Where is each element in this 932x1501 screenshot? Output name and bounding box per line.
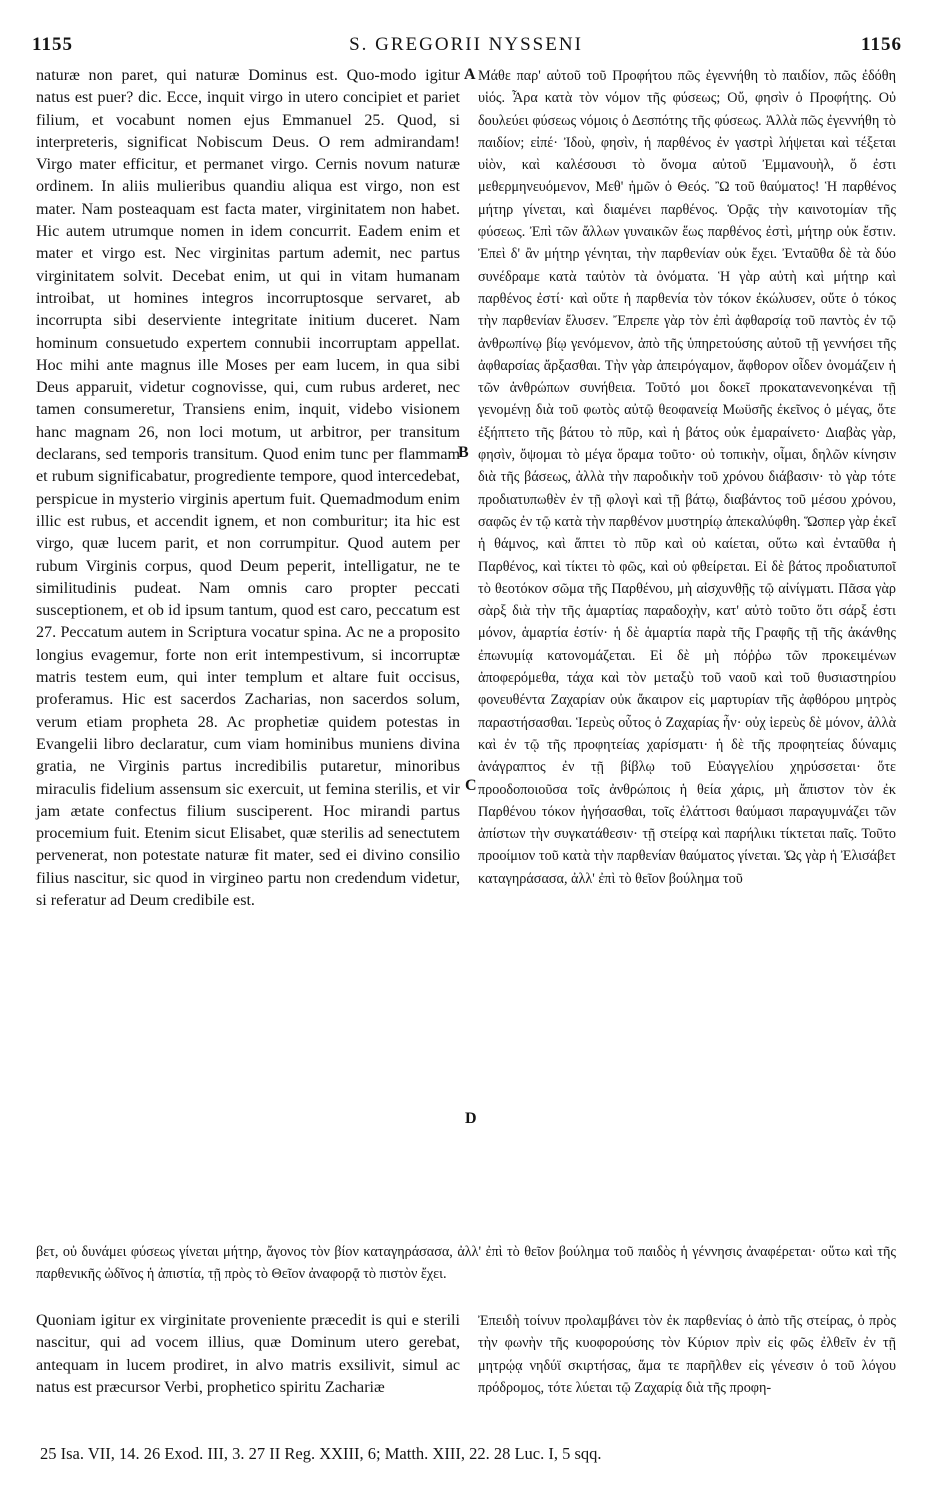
- running-title: S. GREGORII NYSSENI: [349, 34, 583, 55]
- greek-continuation-text: βετ, οὐ δυνάμει φύσεως γίνεται μήτηρ, ἄγονος τὸν βίον καταγηράσασα, ἀλλ' ἐπὶ τὸ θεῖον βούλημα τοῦ παιδὸς ἡ γέννησις ἀναφέρεται· οὕτω καὶ τῆς παρθενικῆς ὠδῖνος ἡ ἀπιστία, τῇ πρὸς τὸ Θεῖον ἀναφορᾷ τὸ πιστὸν ἔχει.: [36, 1244, 896, 1283]
- margin-marker-c: C: [465, 777, 477, 794]
- greek-second-paragraph: Ἐπειδὴ τοίνυν προλαμβάνει τὸν ἐκ παρθενίας ὁ ἀπὸ τῆς στείρας, ὁ πρὸς τὴν φωνὴν τῆς κυοφορούσης τὸν Κύριον πρὶν εἰς φῶς ἐλθεῖν ἐν τῇ μητρῴᾳ νηδύϊ σκιρτήσας, ἅμα τε παρῆλθεν εἰς γένεσιν ὁ τοῦ λόγου πρόδρομος, τότε λύεται τῷ Ζαχαρίᾳ διὰ τῆς προφη-: [478, 1313, 896, 1396]
- greek-column-text: Μάθε παρ' αὐτοῦ τοῦ Προφήτου πῶς ἐγεννήθη τὸ παιδίον, πῶς ἐδόθη υἱός. Ἆρα κατὰ τὸν νόμον τῆς φύσεως; Οὔ, φησὶν ὁ Προφήτης. Οὐ δουλεύει φύσεως νόμοις ὁ Δεσπότης τῆς φύσεως. Ἀλλὰ πῶς ἐγεννήθη τὸ παιδίον; εἰπέ· Ἰδοὺ, φησὶν, ἡ παρθένος ἐν γαστρὶ λήψεται καὶ τέξεται υἱὸν, καὶ καλέσουσι τὸ ὄνομα αὐτοῦ Ἐμμανουὴλ, ὅ ἐστι μεθερμηνευόμενον, Μεθ' ἡμῶν ὁ Θεός. Ὢ τοῦ θαύματος! Ἡ παρθένος μήτηρ γίνεται, καὶ διαμένει παρθένος. Ὁρᾷς τὴν καινοτομίαν τῆς φύσεως. Ἐπὶ τῶν ἄλλων γυναικῶν ἕως παρθένος ἐστὶ, μήτηρ οὐκ ἔστιν. Ἐπεὶ δ' ἂν μήτηρ γένηται, τὴν παρθενίαν οὐκ ἔχει. Ἐνταῦθα δὲ τὰ δύο συνέδραμε κατὰ ταὐτὸν τὰ ὀνόματα. Ἡ γὰρ αὐτὴ καὶ μήτηρ καὶ παρθένος ἐστί· καὶ οὔτε ἡ παρθενία τὸν τόκον ἐκώλυσεν, οὔτε ὁ τόκος τὴν παρθενίαν ἔλυσεν. Ἔπρεπε γὰρ τὸν ἐπὶ ἀφθαρσίᾳ τοῦ παντὸς ἐν τῷ ἀνθρωπίνῳ βίῳ γενόμενον, ἀπὸ τῆς ὑπηρετούσης αὐτοῦ τῇ γεννήσει τῆς ἀφθαρσίας ἄρξασθαι. Τὴν γὰρ ἀπειρόγαμον, ἄφθορον οἶδεν ὀνομάζειν ἡ τῶν ἀνθρώπων συνήθεια. Τοῦτό μοι δοκεῖ προκατανενοηκέναι τῇ γενομένῃ διὰ τοῦ φωτὸς αὐτῷ θεοφανείᾳ Μωϋσῆς ἐκεῖνος ὁ μέγας, ὅτε ἐξήπτετο τῆς βάτου τὸ πῦρ, καὶ ἡ βάτος οὐκ ἐμαραίνετο· Διαβὰς γὰρ, φησὶν, ὄψομαι τὸ μέγα ὅραμα τοῦτο· οὐ τοπικὴν, οἶμαι, δηλῶν κίνησιν διὰ τῆς βάσεως, ἀλλὰ τὴν παροδικὴν τοῦ χρόνου διάβασιν· τὸ γὰρ τότε προδιατυπωθὲν ἐν τῇ φλογὶ καὶ τῇ βάτῳ, διαβάντος τοῦ μέσου χρόνου, σαφῶς ἐν τῷ κατὰ τὴν παρθένον μυστηρίῳ ἀπεκαλύφθη. Ὥσπερ γὰρ ἐκεῖ ἡ θάμνος, καὶ ἅπτει τὸ πῦρ καὶ οὐ καίεται, οὕτω καὶ ἐνταῦθα ἡ Παρθένος, καὶ τίκτει τὸ φῶς, καὶ οὐ φθείρεται. Εἰ δὲ βάτος προδιατυποῖ τὸ θεοτόκον σῶμα τῆς Παρθένου, μὴ αἰσχυνθῇς τῷ αἰνίγματι. Πᾶσα γὰρ σὰρξ διὰ τὴν τῆς ἁμαρτίας παραδοχὴν, κατ' αὐτὸ τοῦτο ὅτι σάρξ ἐστι μόνον, ἁμαρτία ἐστίν· ἡ δὲ ἁμαρτία παρὰ τῆς Γραφῆς τῇ τῆς ἀκάνθης ἐπωνυμίᾳ κατονομάζεται. Εἰ δὲ μὴ πόῤῥω τῶν προκειμένων ἀποφερόμεθα, τάχα καὶ τὸν μεταξὺ τοῦ ναοῦ καὶ τοῦ θυσιαστηρίου φονευθέντα Ζαχαρίαν οὐκ ἄκαιρον εἰς μαρτυρίαν τῆς ἀφθόρου μητρὸς παραστήσασθαι. Ἱερεὺς οὗτος ὁ Ζαχαρίας ἦν· οὐχ ἱερεὺς δὲ μόνον, ἀλλὰ καὶ ἐν τῷ τῆς προφητείας χαρίσματι· ἡ δὲ τῆς προφητείας δύναμις ἀνάγραπτος ἐν τῇ βίβλῳ τοῦ Εὐαγγελίου χηρύσσεται· ὅτε προοδοποιοῦσα τοῖς ἀνθρώποις ἡ θεία χάρις, μὴ ἄπιστον τὸν ἐκ Παρθένου τόκον ἡγήσασθαι, τοῖς ἐλάττοσι θαύμασι παραγυμνάζει τῶν ἀπίστων τὴν συγκατάθεσιν· τῇ στείρᾳ καὶ παρήλικι τίκτεται παῖς. Τοῦτο προοίμιον τοῦ κατὰ τὴν παρθενίαν θαύματος γίνεται. Ὡς γὰρ ἡ Ἐλισάβετ καταγηράσασα, ἀλλ' ἐπὶ τὸ θεῖον βούλημα τοῦ: [478, 68, 896, 887]
- page-number-left: 1155: [32, 34, 73, 55]
- margin-marker-b: B: [458, 444, 469, 461]
- page-header: [0, 34, 932, 56]
- footnotes: 25 Isa. VII, 14. 26 Exod. III, 3. 27 II Reg. XXIII, 6; Matth. XIII, 22. 28 Luc. I, 5 sqq.: [40, 1444, 602, 1463]
- latin-second-paragraph: Quoniam igitur ex virginitate proveniente præcedit is qui e sterili nascitur, qui ad vocem illius, quæ Dominum utero gerebat, antequam in lucem prodiret, in alvo matris exsilivit, simul ac natus est præcursor Verbi, prophetico spiritu Zachariæ: [36, 1312, 460, 1396]
- margin-marker-d: D: [465, 1110, 477, 1127]
- margin-marker-a: A: [464, 66, 476, 83]
- latin-column-text: naturæ non paret, qui naturæ Dominus est. Quo-modo igitur natus est puer? dic. Ecce, inquit virgo in utero concipiet et pariet filium, et vocabunt nomen ejus Emmanuel 25. Quod, si interpreteris, significat Nobiscum Deus. O rem admirandam! Virgo mater efficitur, et permanet virgo. Cernis novum naturæ ordinem. In aliis mulieribus quandiu aliqua est virgo, non est mater. Nam posteaquam est facta mater, virginitatem non habet. Hic autem utrumque nomen in idem concurrit. Eadem enim et mater et virgo est. Nec virginitas partum ademit, nec partus virginitatem solvit. Decebat enim, ut qui in vitam humanam introibat, ut homines integros incorruptosque servaret, ab incorrupta sibi deserviente integritate initium duceret. Nam hominum consuetudo expertem connubii incorruptam appellat. Hoc mihi ante magnus ille Moses per eam lucem, in qua sibi Deus apparuit, videtur cognovisse, qui, cum rubus arderet, nec tamen consumeretur, Transiens enim, inquit, videbo visionem hanc magnam 26, non loci motum, ut arbitror, per transitum declarans, sed temporis transitum. Quod enim tunc per flammam et rubum significabatur, progrediente tempore, quod intercedebat, perspicue in mysterio virginis apertum fuit. Quemadmodum enim illic est rubus, et accendit ignem, et non comburitur; ita hic est virgo, quæ lucem parit, et non corrumpitur. Quod autem per rubum Virginis corpus, quod Deum peperit, intelligatur, ne te similitudinis pudeat. Nam omnis caro propter peccati susceptionem, et ob id ipsum tantum, quod est caro, peccatum est 27. Peccatum autem in Scriptura vocatur spina. Ac ne a proposito longius evagemur, forte non erit intempestivum, si incorruptæ matris testem eum, qui inter templum et altare fuit occisus, proferamus. Hic est sacerdos Zacharias, non sacerdos solum, verum etiam propheta 28. Ac prophetiæ quidem potestas in Evangelii libro declaratur, cum viam hominibus muniens divina gratia, ne Virginis partus incredibilis putaretur, minoribus miraculis fidelium assensum sic exercuit, ut femina sterilis, et vir jam ætate confectus filium susciperent. Hoc mirandi partus procemium fuit. Etenim sicut Elisabet, quæ sterilis ad senectutem pervenerat, non potestate naturæ fit mater, sed ei divino consilio filius nascitur, sic quod in virgineo partu non credendum videtur, si referatur ad Deum credibile est.: [36, 67, 460, 909]
- page-number-right: 1156: [861, 34, 902, 55]
